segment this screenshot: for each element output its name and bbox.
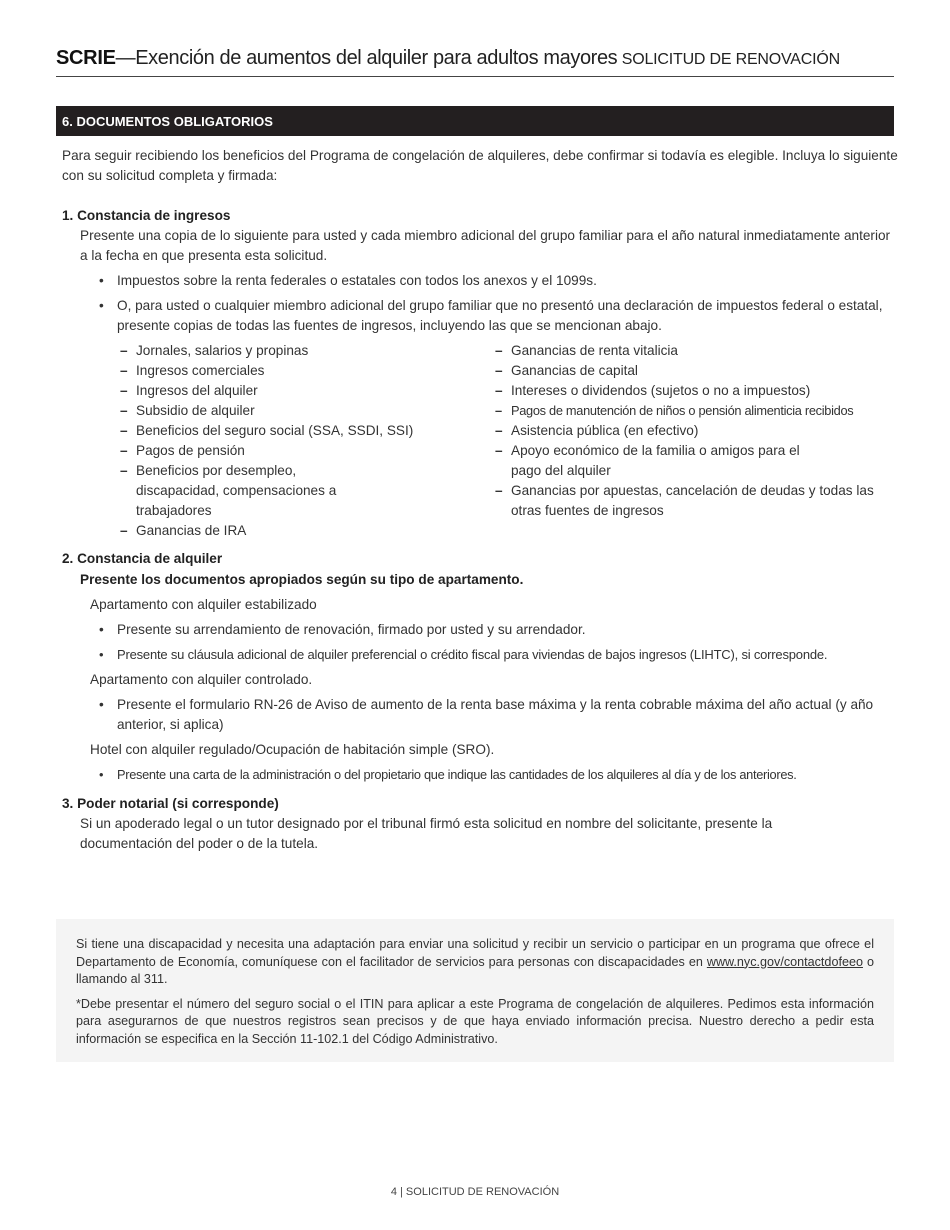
controlled-label: Apartamento con alquiler controlado. [90, 672, 313, 687]
contact-link[interactable]: www.nyc.gov/contactdofeeo [706, 954, 863, 969]
ssn-notice-paragraph: *Debe presentar el número del seguro social o el ITIN para aplicar a este Programa de congelación de alquileres. Pedimos esta información para asegurarnos de que nuestros registros sean precisos y de que haya enviado información precisa. Nuestro derecho a pedir esta información se especifica en la Sección 11-102.1 del Código Administrativo. [76, 996, 874, 1046]
list-item: – Pagos de pensión [62, 441, 439, 461]
list-item: • Presente su arrendamiento de renovación, firmado por usted y su arrendador. [62, 620, 900, 640]
income-sources-columns [62, 341, 900, 541]
list-item: – Beneficios por desempleo, discapacidad, compensaciones a trabajadores [62, 461, 439, 521]
rent-proof-subheading: Presente los documentos apropiados según su tipo de apartamento. [80, 572, 524, 587]
section-content [62, 146, 900, 868]
list-item: – Beneficios del seguro social (SSA, SSDI, SSI) [62, 421, 439, 441]
form-type-label: SOLICITUD DE RENOVACIÓN [621, 51, 840, 68]
list-item: – Asistencia pública (en efectivo) [437, 421, 837, 441]
section-heading: 6. DOCUMENTOS OBLIGATORIOS [56, 106, 894, 136]
header-dash: — [115, 47, 136, 69]
list-item: • O, para usted o cualquier miembro adicional del grupo familiar que no presentó una declaración de impuestos federal o estatal, presente copias de todas las fuentes de ingresos, incluyendo las que se mencionan abajo. [62, 296, 900, 336]
power-of-attorney-heading: 3. Poder notarial (si corresponde) [62, 796, 279, 811]
list-item: – Apoyo económico de la familia o amigos para el pago del alquiler [437, 441, 837, 481]
income-proof-heading: 1. Constancia de ingresos [62, 208, 231, 223]
accessibility-notice [56, 919, 894, 1062]
stabilized-bullets [62, 620, 900, 665]
list-item: – Jornales, salarios y propinas [62, 341, 439, 361]
list-item: – Pagos de manutención de niños o pensión alimenticia recibidos [437, 401, 837, 421]
page-title: Exención de aumentos del alquiler para adultos mayores [135, 47, 618, 69]
program-acronym: SCRIE [56, 47, 116, 69]
list-item: – Ingresos del alquiler [62, 381, 439, 401]
list-item: – Ingresos comerciales [62, 361, 439, 381]
accommodation-paragraph [76, 936, 874, 989]
page-footer: 4 | SOLICITUD DE RENOVACIÓN [390, 1186, 560, 1198]
rent-proof-heading: 2. Constancia de alquiler [62, 551, 223, 566]
list-item: – Intereses o dividendos (sujetos o no a impuestos) [437, 381, 837, 401]
list-item: – Subsidio de alquiler [62, 401, 439, 421]
list-item: – Ganancias de renta vitalicia [437, 341, 837, 361]
list-item: • Presente una carta de la administración o del propietario que indique las cantidades de los alquileres al día y de los anteriores. [62, 765, 900, 785]
stabilized-label: Apartamento con alquiler estabilizado [90, 597, 317, 612]
hotel-bullets [62, 765, 900, 785]
list-item: • Presente su cláusula adicional de alquiler preferencial o crédito fiscal para viviendas de bajos ingresos (LIHTC), si corresponde. [62, 645, 900, 665]
list-item: – Ganancias por apuestas, cancelación de deudas y todas las otras fuentes de ingresos [437, 481, 897, 521]
list-item: – Ganancias de capital [437, 361, 837, 381]
list-item: – Ganancias de IRA [62, 521, 439, 541]
income-proof-description: Presente una copia de lo siguiente para usted y cada miembro adicional del grupo familiar para el año natural inmediatamente anterior a la fecha en que presenta esta solicitud. [80, 228, 891, 263]
power-of-attorney-description: Si un apoderado legal o un tutor designado por el tribunal firmó esta solicitud en nombre del solicitante, presente la documentación del poder o de la tutela. [80, 816, 773, 851]
controlled-bullets [62, 695, 900, 735]
accommodation-text: Si tiene una discapacidad y necesita una adaptación para enviar una solicitud y recibir un servicio o participar en un programa que ofrece el Departamento de Economía, comuníquese con el facilitador de servicios para personas con discapacidades en [76, 937, 874, 969]
page-header [56, 47, 894, 77]
income-sources-left [62, 341, 439, 541]
list-item: • Presente el formulario RN-26 de Aviso de aumento de la renta base máxima y la renta cobrable máxima del año actual (y año anterior, si aplica) [62, 695, 900, 735]
accommodation-text-end: o llamando al 311. [76, 954, 874, 986]
intro-paragraph: Para seguir recibiendo los beneficios del Programa de congelación de alquileres, debe confirmar si todavía es elegible. Incluya lo siguiente con su solicitud completa y firmada: [62, 148, 898, 183]
income-proof-bullets [62, 271, 900, 336]
list-item: • Impuestos sobre la renta federales o estatales con todos los anexos y el 1099s. [62, 271, 900, 291]
income-sources-right [437, 341, 874, 541]
hotel-label: Hotel con alquiler regulado/Ocupación de habitación simple (SRO). [90, 742, 495, 757]
